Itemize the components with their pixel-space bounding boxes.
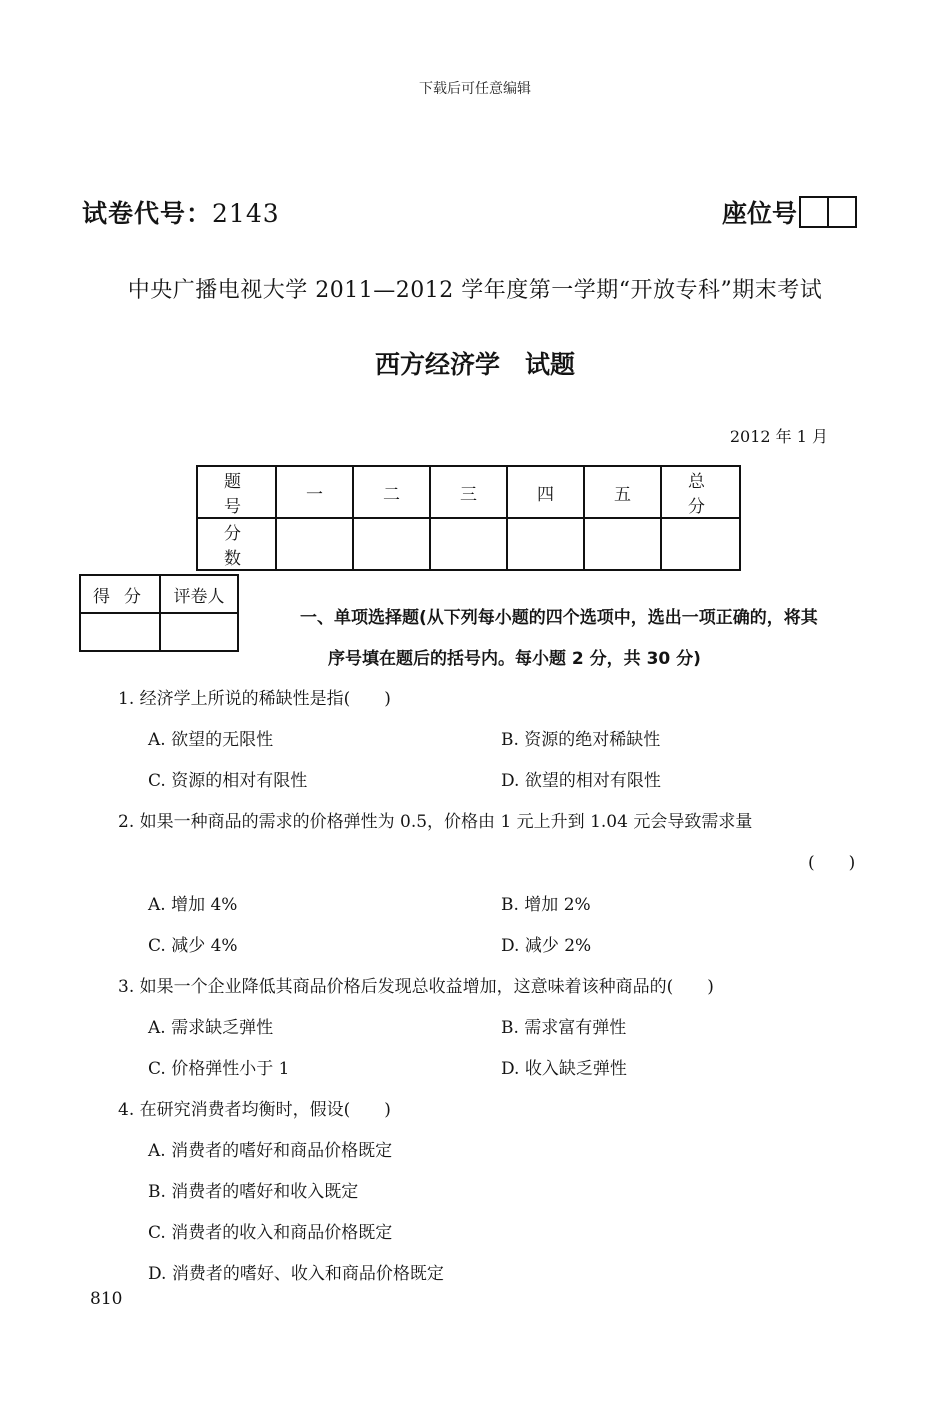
option-a: A. 消费者的嗜好和商品价格既定 (148, 1141, 393, 1161)
option-b: B. 需求富有弹性 (501, 1018, 627, 1038)
seat-label: 座位号 (722, 199, 798, 228)
option-d: D. 减少 2% (501, 936, 592, 956)
subject-title: 西方经济学 试题 (374, 350, 575, 379)
grader-score-cell (80, 613, 160, 651)
score-header-cell: 四 (507, 466, 584, 518)
score-header-cell: 题号 (197, 466, 276, 518)
exam-title: 中央广播电视大学 2011—2012 学年度第一学期“开放专科”期末考试 (127, 278, 823, 303)
option-a: A. 欲望的无限性 (148, 730, 274, 750)
option-d: D. 欲望的相对有限性 (501, 771, 661, 791)
question-stem: 3. 如果一个企业降低其商品价格后发现总收益增加，这意味着该种商品的( ) (118, 977, 714, 997)
watermark-text: 下载后可任意编辑 (419, 81, 531, 97)
grader-table (79, 574, 239, 652)
score-row-label: 分数 (197, 518, 276, 570)
option-c: C. 减少 4% (148, 936, 238, 956)
question-stem: 1. 经济学上所说的稀缺性是指( ) (118, 689, 391, 709)
score-value-cell (430, 518, 507, 570)
grader-name-label: 评卷人 (160, 575, 238, 613)
option-d: D. 消费者的嗜好、收入和商品价格既定 (148, 1264, 444, 1284)
score-value-cell (276, 518, 353, 570)
page-number: 810 (90, 1289, 123, 1309)
option-d: D. 收入缺乏弹性 (501, 1059, 627, 1079)
grader-name-cell (160, 613, 238, 651)
score-value-cell (507, 518, 584, 570)
option-c: C. 价格弹性小于 1 (148, 1059, 290, 1079)
score-header-cell: 五 (584, 466, 661, 518)
option-c: C. 消费者的收入和商品价格既定 (148, 1223, 393, 1243)
score-value-cell (584, 518, 661, 570)
score-table-header-row (197, 466, 740, 518)
paper-code-label: 试卷代号： (82, 199, 213, 228)
seat-number (722, 194, 857, 230)
score-header-cell: 一 (276, 466, 353, 518)
score-header-cell: 总分 (661, 466, 740, 518)
paper-code (82, 194, 280, 230)
seat-boxes (799, 196, 857, 228)
score-table (196, 465, 741, 571)
score-value-cell (661, 518, 740, 570)
section-instructions-line1: 一、单项选择题(从下列每小题的四个选项中，选出一项正确的，将其 (300, 608, 818, 628)
grader-score-label: 得分 (80, 575, 160, 613)
option-b: B. 消费者的嗜好和收入既定 (148, 1182, 359, 1202)
score-value-cell (353, 518, 430, 570)
option-a: A. 增加 4% (148, 895, 238, 915)
paper-code-number: 2143 (212, 199, 280, 228)
seat-box (801, 198, 827, 226)
score-table-value-row (197, 518, 740, 570)
option-b: B. 增加 2% (501, 895, 591, 915)
question-stem: 4. 在研究消费者均衡时，假设( ) (118, 1100, 391, 1120)
exam-date: 2012 年 1 月 (729, 427, 828, 446)
option-b: B. 资源的绝对稀缺性 (501, 730, 661, 750)
score-header-cell: 二 (353, 466, 430, 518)
question-stem: 2. 如果一种商品的需求的价格弹性为 0.5，价格由 1 元上升到 1.04 元会导致需求量 (118, 812, 753, 832)
answer-parentheses: ( ) (808, 853, 856, 873)
score-header-cell: 三 (430, 466, 507, 518)
seat-box (827, 198, 855, 226)
section-instructions-line2: 序号填在题后的括号内。每小题 2 分，共 30 分) (328, 649, 701, 669)
option-a: A. 需求缺乏弹性 (148, 1018, 274, 1038)
option-c: C. 资源的相对有限性 (148, 771, 308, 791)
